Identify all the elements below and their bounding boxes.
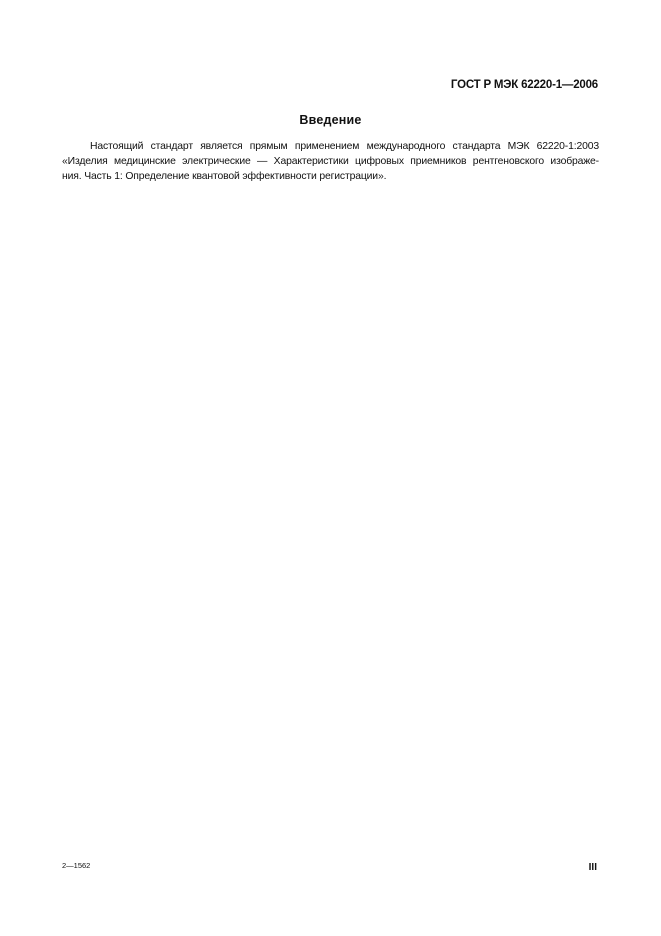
paragraph-line: Настоящий стандарт является прямым применением международного стандарта МЭК 62220-1:2003 [90,141,599,152]
paragraph-line: «Изделия медицинские электрические — Характеристики цифровых приемников рентгеновского изображе- [62,156,599,167]
page-number: III [588,862,597,873]
introduction-paragraph [62,139,599,184]
paragraph-line: ния. Часть 1: Определение квантовой эффективности регистрации». [62,171,387,182]
document-code: ГОСТ Р МЭК 62220-1—2006 [450,79,598,91]
print-code: 2—1562 [62,861,91,870]
section-title: Введение [299,113,362,127]
